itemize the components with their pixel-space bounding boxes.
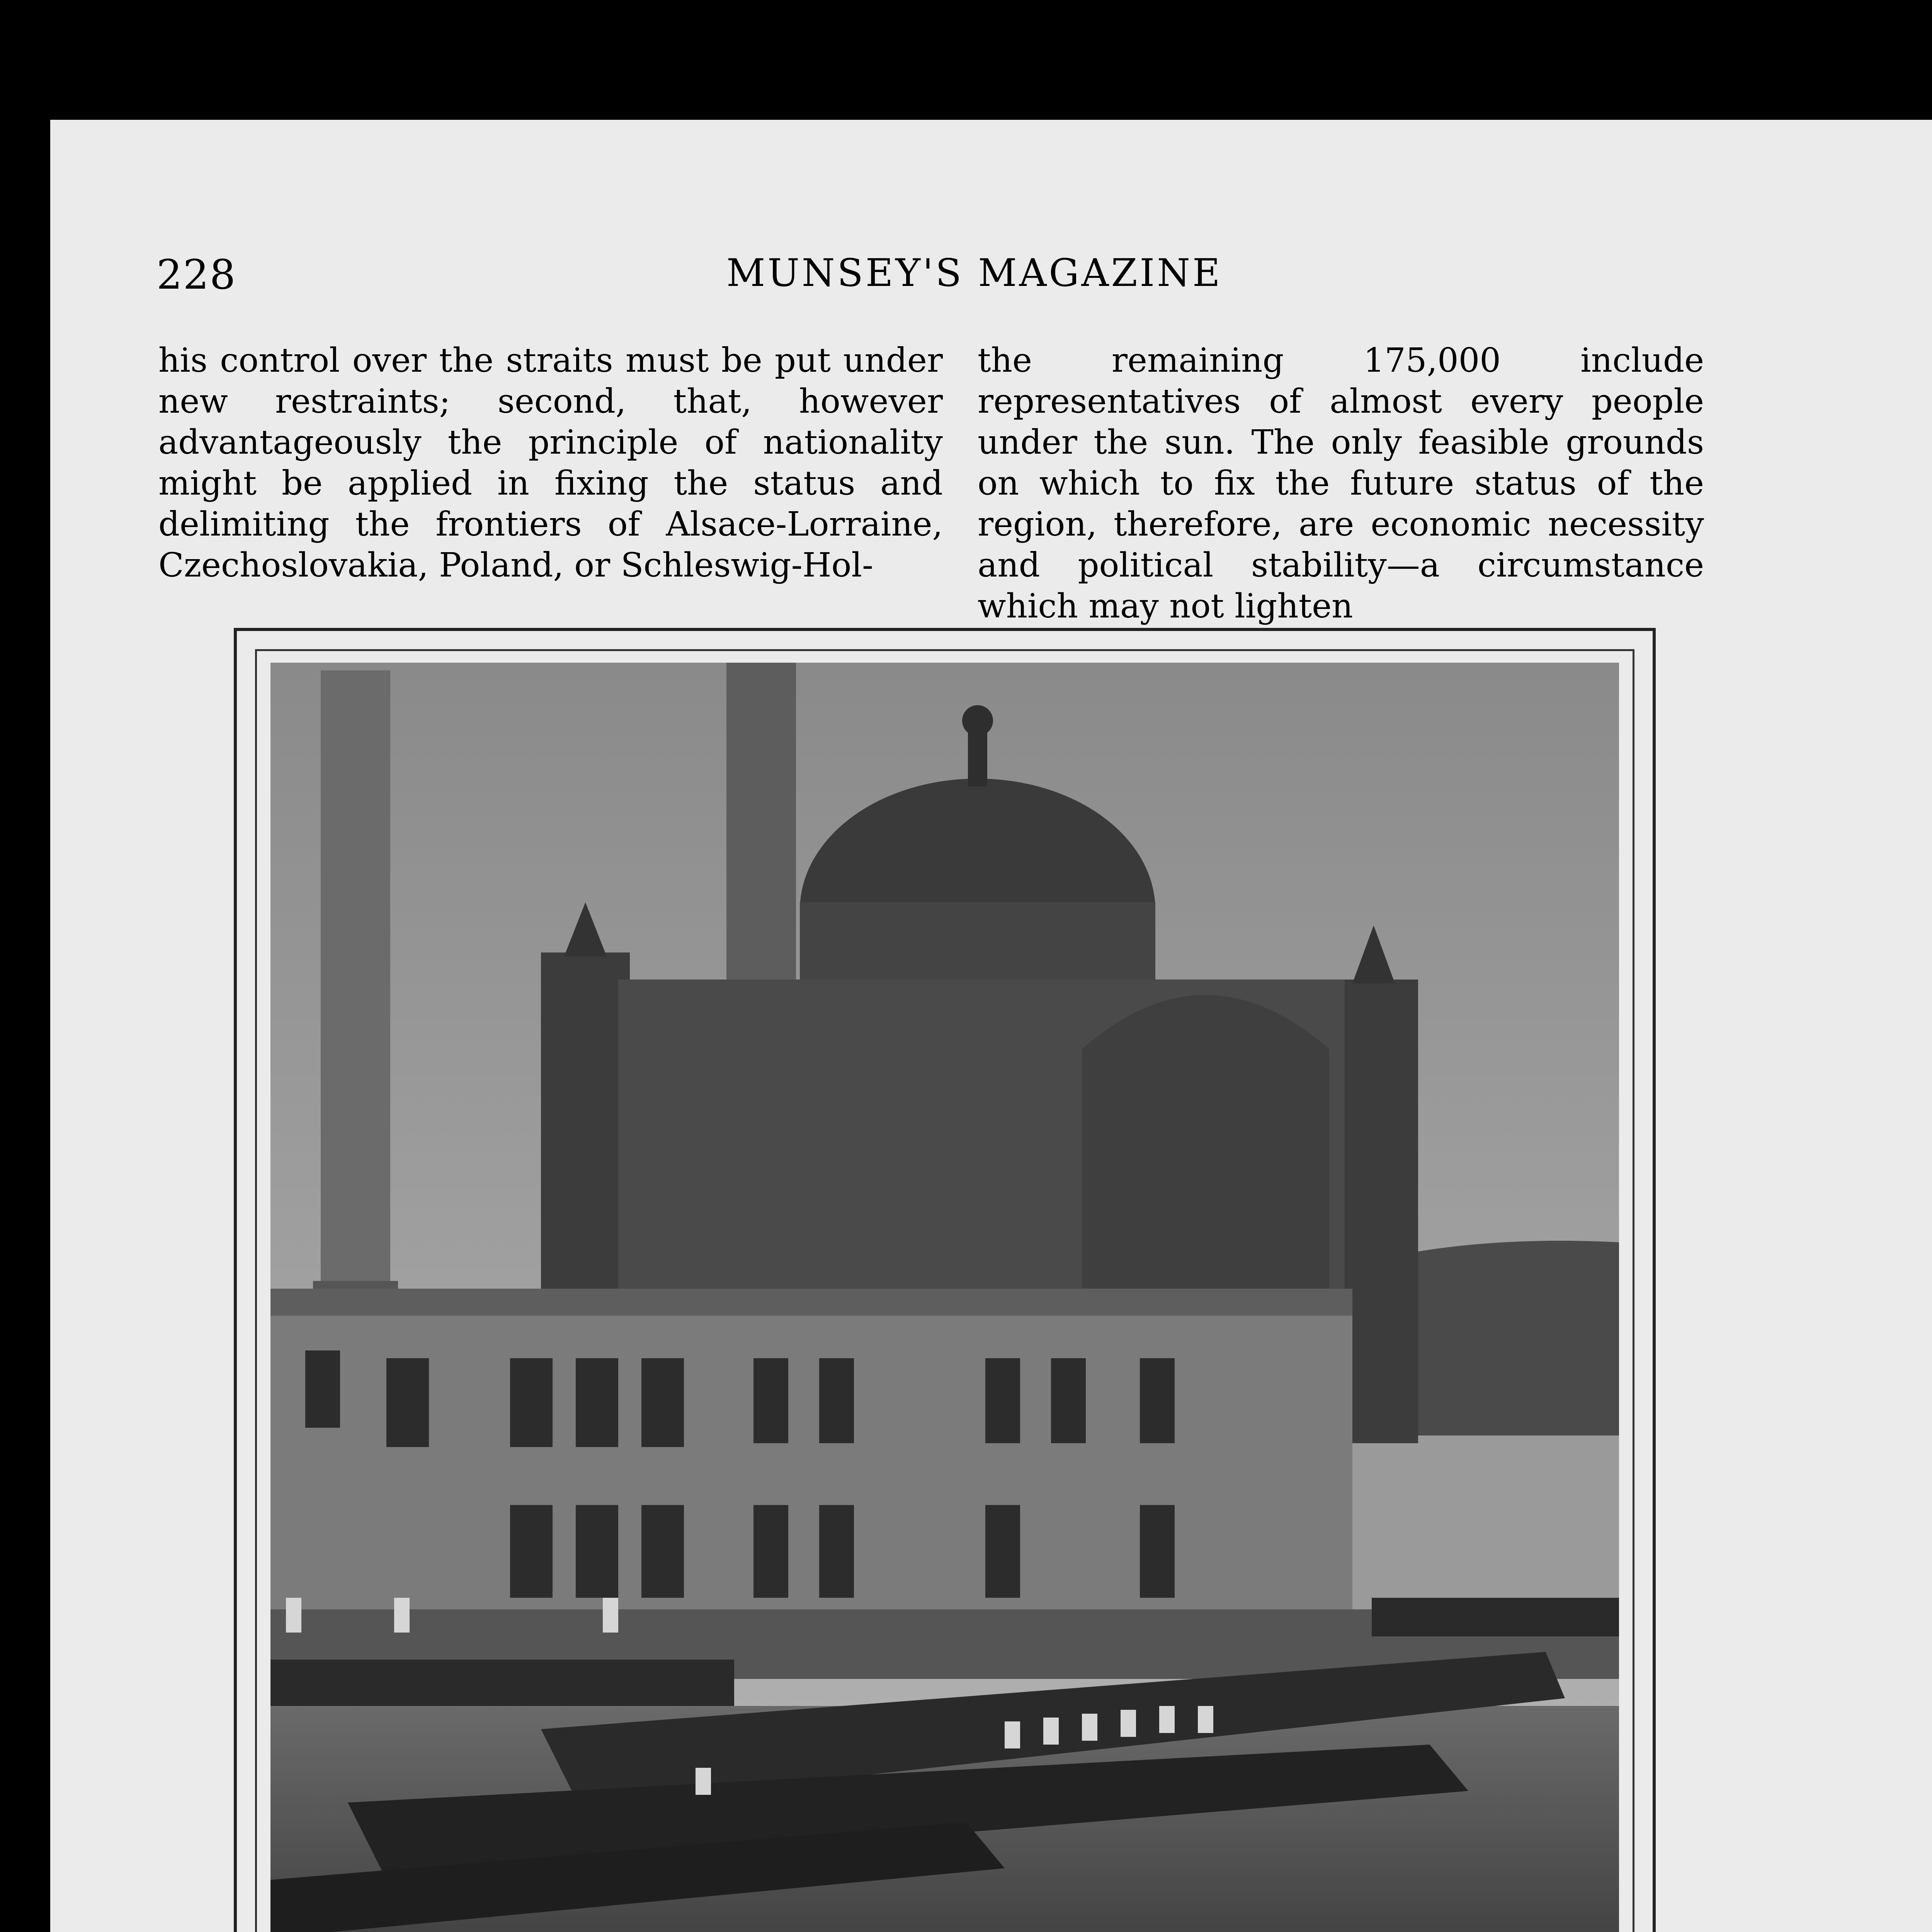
mosque-photo-illustration [270,663,1619,1932]
top-right-column [978,340,1704,627]
paragraph: the remaining 175,000 include representatives of almost every people under the sun. The only feasible grounds on which to fix the future status of the region, therefore, are economic necessity and political stability—a circumstance which may not lighten [978,341,1704,626]
paragraph: his control over the straits must be put under new restraints; second, that, however advantageously the principle of nationality might be applied in fixing the status and delimiting the frontiers of Alsace-Lorraine, Czechoslovakia, Poland, or Schleswig-Hol- [158,341,943,585]
mosque-photograph [270,663,1619,1932]
page-number: 228 [156,251,236,298]
magazine-title: MUNSEY'S MAGAZINE [726,251,1223,295]
top-left-column [158,340,943,586]
